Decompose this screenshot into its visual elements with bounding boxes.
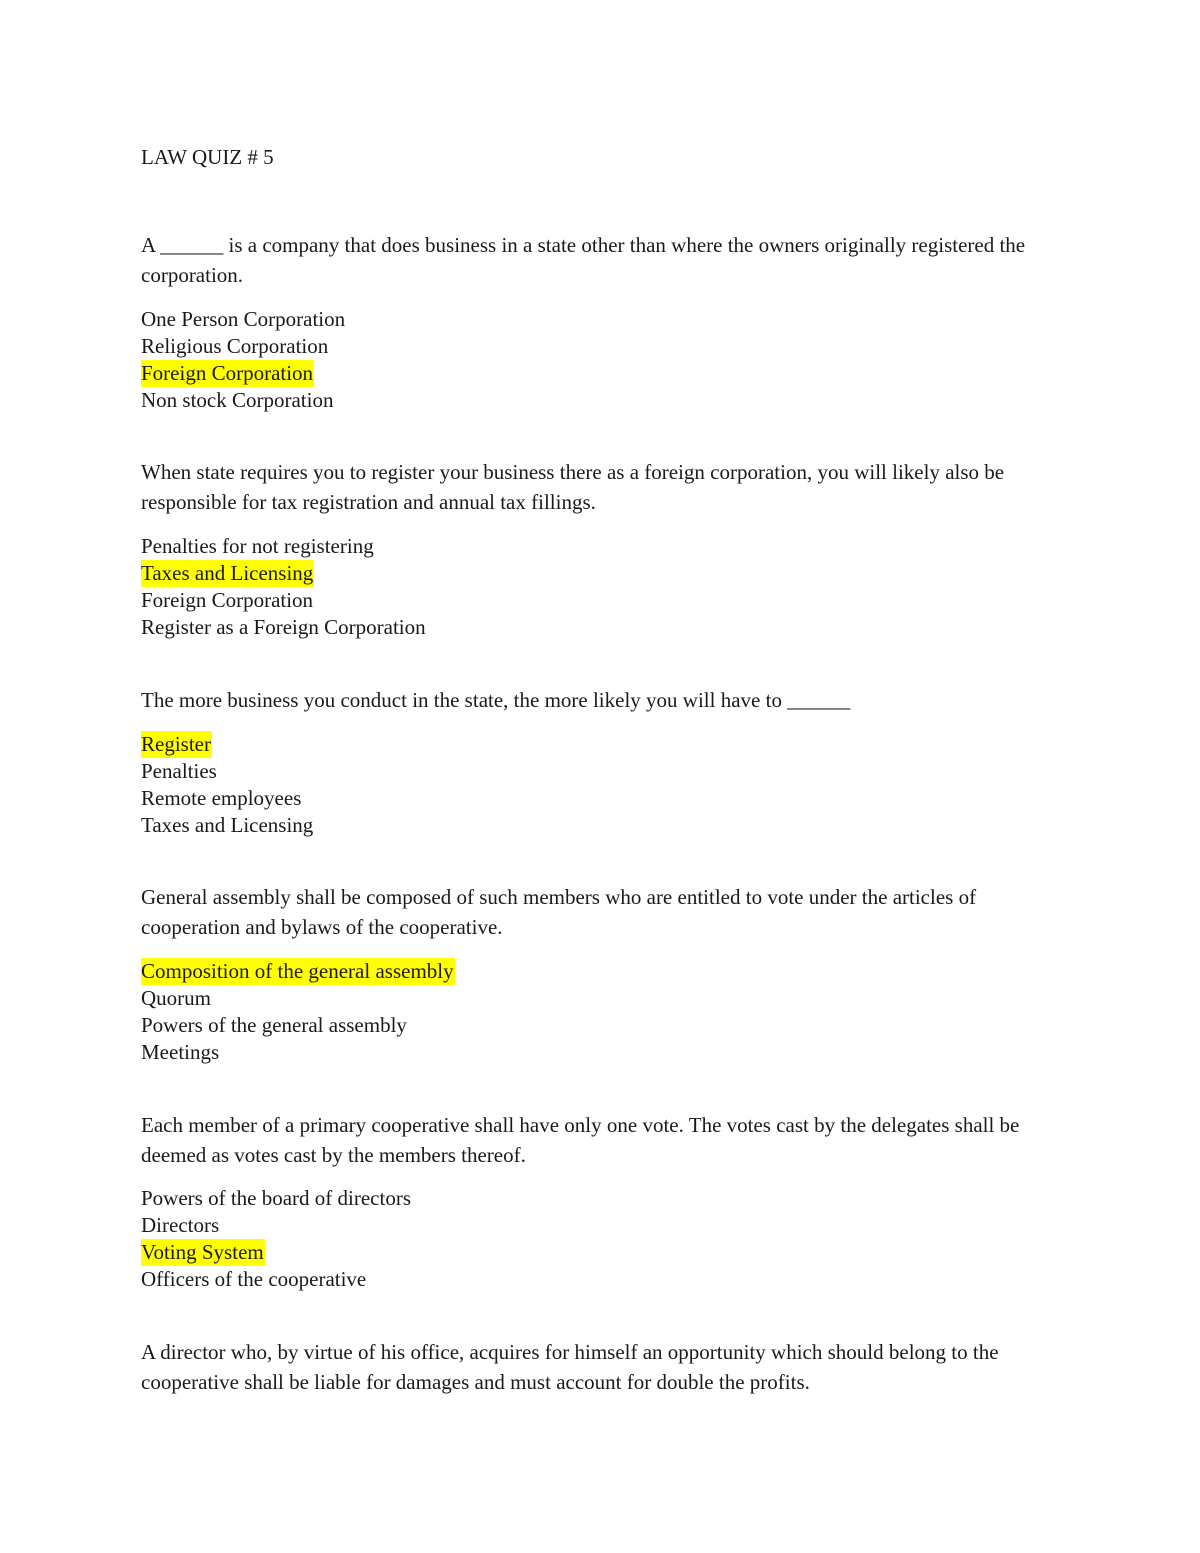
option: Taxes and Licensing [141,813,314,837]
question-3-text: The more business you conduct in the state, the more likely you will have to ______ [141,688,851,712]
question-3-options [141,731,314,839]
option-highlighted: Composition of the general assembly [141,959,454,983]
option: Remote employees [141,786,302,810]
option-highlighted: Foreign Corporation [141,361,314,385]
question-2-options [141,533,427,641]
option: Quorum [141,986,211,1010]
question-4-options [141,958,455,1066]
option: Officers of the cooperative [141,1267,367,1291]
question-1-text: A ______ is a company that does business in a state other than where the owners originally registered the corporation. [141,233,1026,287]
option: Powers of the general assembly [141,1013,407,1037]
option: One Person Corporation [141,307,346,331]
option: Directors [141,1213,220,1237]
option: Religious Corporation [141,334,329,358]
option: Register as a Foreign Corporation [141,615,426,639]
option: Meetings [141,1040,220,1064]
option: Powers of the board of directors [141,1186,412,1210]
option-highlighted: Taxes and Licensing [141,561,314,585]
option: Foreign Corporation [141,588,314,612]
question-4-text: General assembly shall be composed of such members who are entitled to vote under the articles of cooperation and bylaws of the cooperative. [141,885,977,939]
quiz-title: LAW QUIZ # 5 [141,145,274,169]
option-highlighted: Register [141,732,211,756]
option: Penalties for not registering [141,534,374,558]
question-5-options [141,1185,412,1293]
option-highlighted: Voting System [141,1240,264,1264]
option: Non stock Corporation [141,388,334,412]
question-5-text: Each member of a primary cooperative shall have only one vote. The votes cast by the delegates shall be deemed as votes cast by the members thereof. [141,1113,1020,1167]
question-1-options [141,306,346,414]
question-2-text: When state requires you to register your business there as a foreign corporation, you will likely also be responsible for tax registration and annual tax fillings. [141,460,1005,514]
option: Penalties [141,759,217,783]
question-6-text: A director who, by virtue of his office, acquires for himself an opportunity which should belong to the cooperative shall be liable for damages and must account for double the profits. [141,1340,999,1394]
